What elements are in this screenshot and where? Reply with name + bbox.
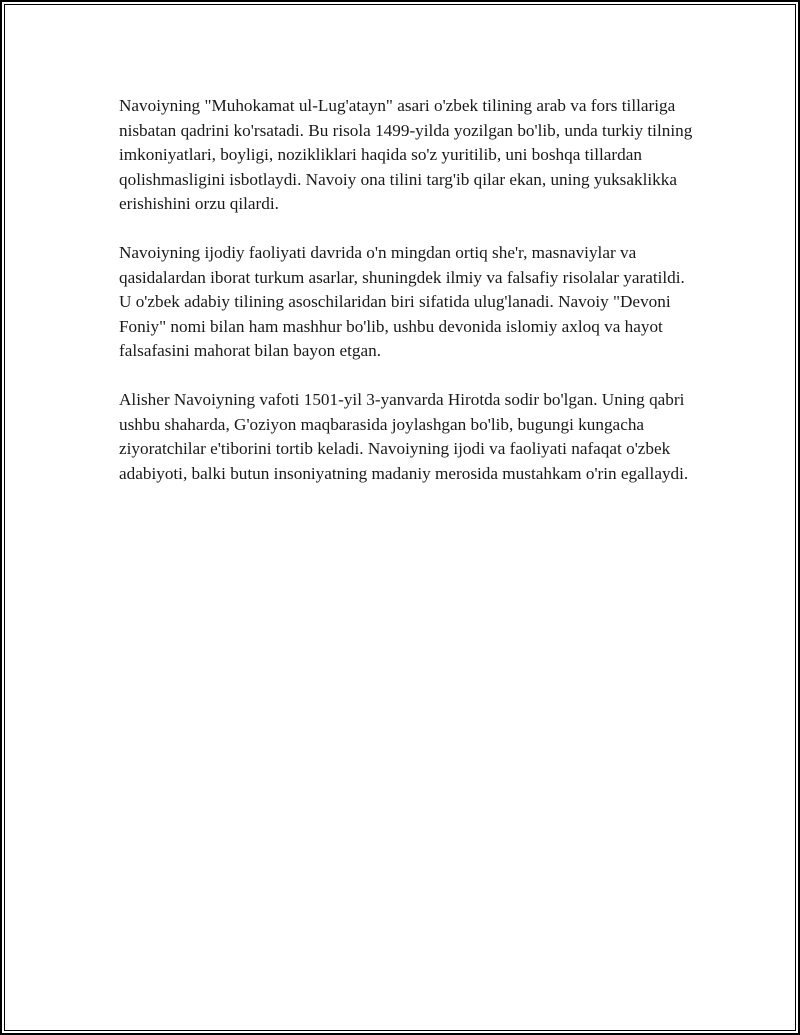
paragraph-1: Navoiyning "Muhokamat ul-Lug'atayn" asari o'zbek tilining arab va fors tillariga nisbatan qadrini ko'rsatadi. Bu risola 1499-yilda yozilgan bo'lib, unda turkiy tilning imkoniyatlari, boyligi, nozikliklari haqida so'z yuritilib, uni boshqa tillardan qolishmasligini isbotlaydi. Navoiy ona tilini targ'ib qilar ekan, uning yuksaklikka erishishini orzu qilardi. — [119, 96, 693, 213]
paragraph-3: Alisher Navoiyning vafoti 1501-yil 3-yanvarda Hirotda sodir bo'lgan. Uning qabri ushbu shaharda, G'oziyon maqbarasida joylashgan bo'lib, bugungi kungacha ziyoratchilar e'tiborini tortib keladi. Navoiyning ijodi va faoliyati nafaqat o'zbek adabiyoti, balki butun insoniyatning madaniy merosida mustahkam o'rin egallaydi. — [119, 390, 689, 483]
document-body — [119, 94, 699, 511]
paragraph-2: Navoiyning ijodiy faoliyati davrida o'n mingdan ortiq she'r, masnaviylar va qasidalardan iborat turkum asarlar, shuningdek ilmiy va falsafiy risolalar yaratildi. U o'zbek adabiy tilining asoschilaridan biri sifatida ulug'lanadi. Navoiy "Devoni Foniy" nomi bilan ham mashhur bo'lib, ushbu devonida islomiy axloq va hayot falsafasini mahorat bilan bayon etgan. — [119, 243, 685, 360]
